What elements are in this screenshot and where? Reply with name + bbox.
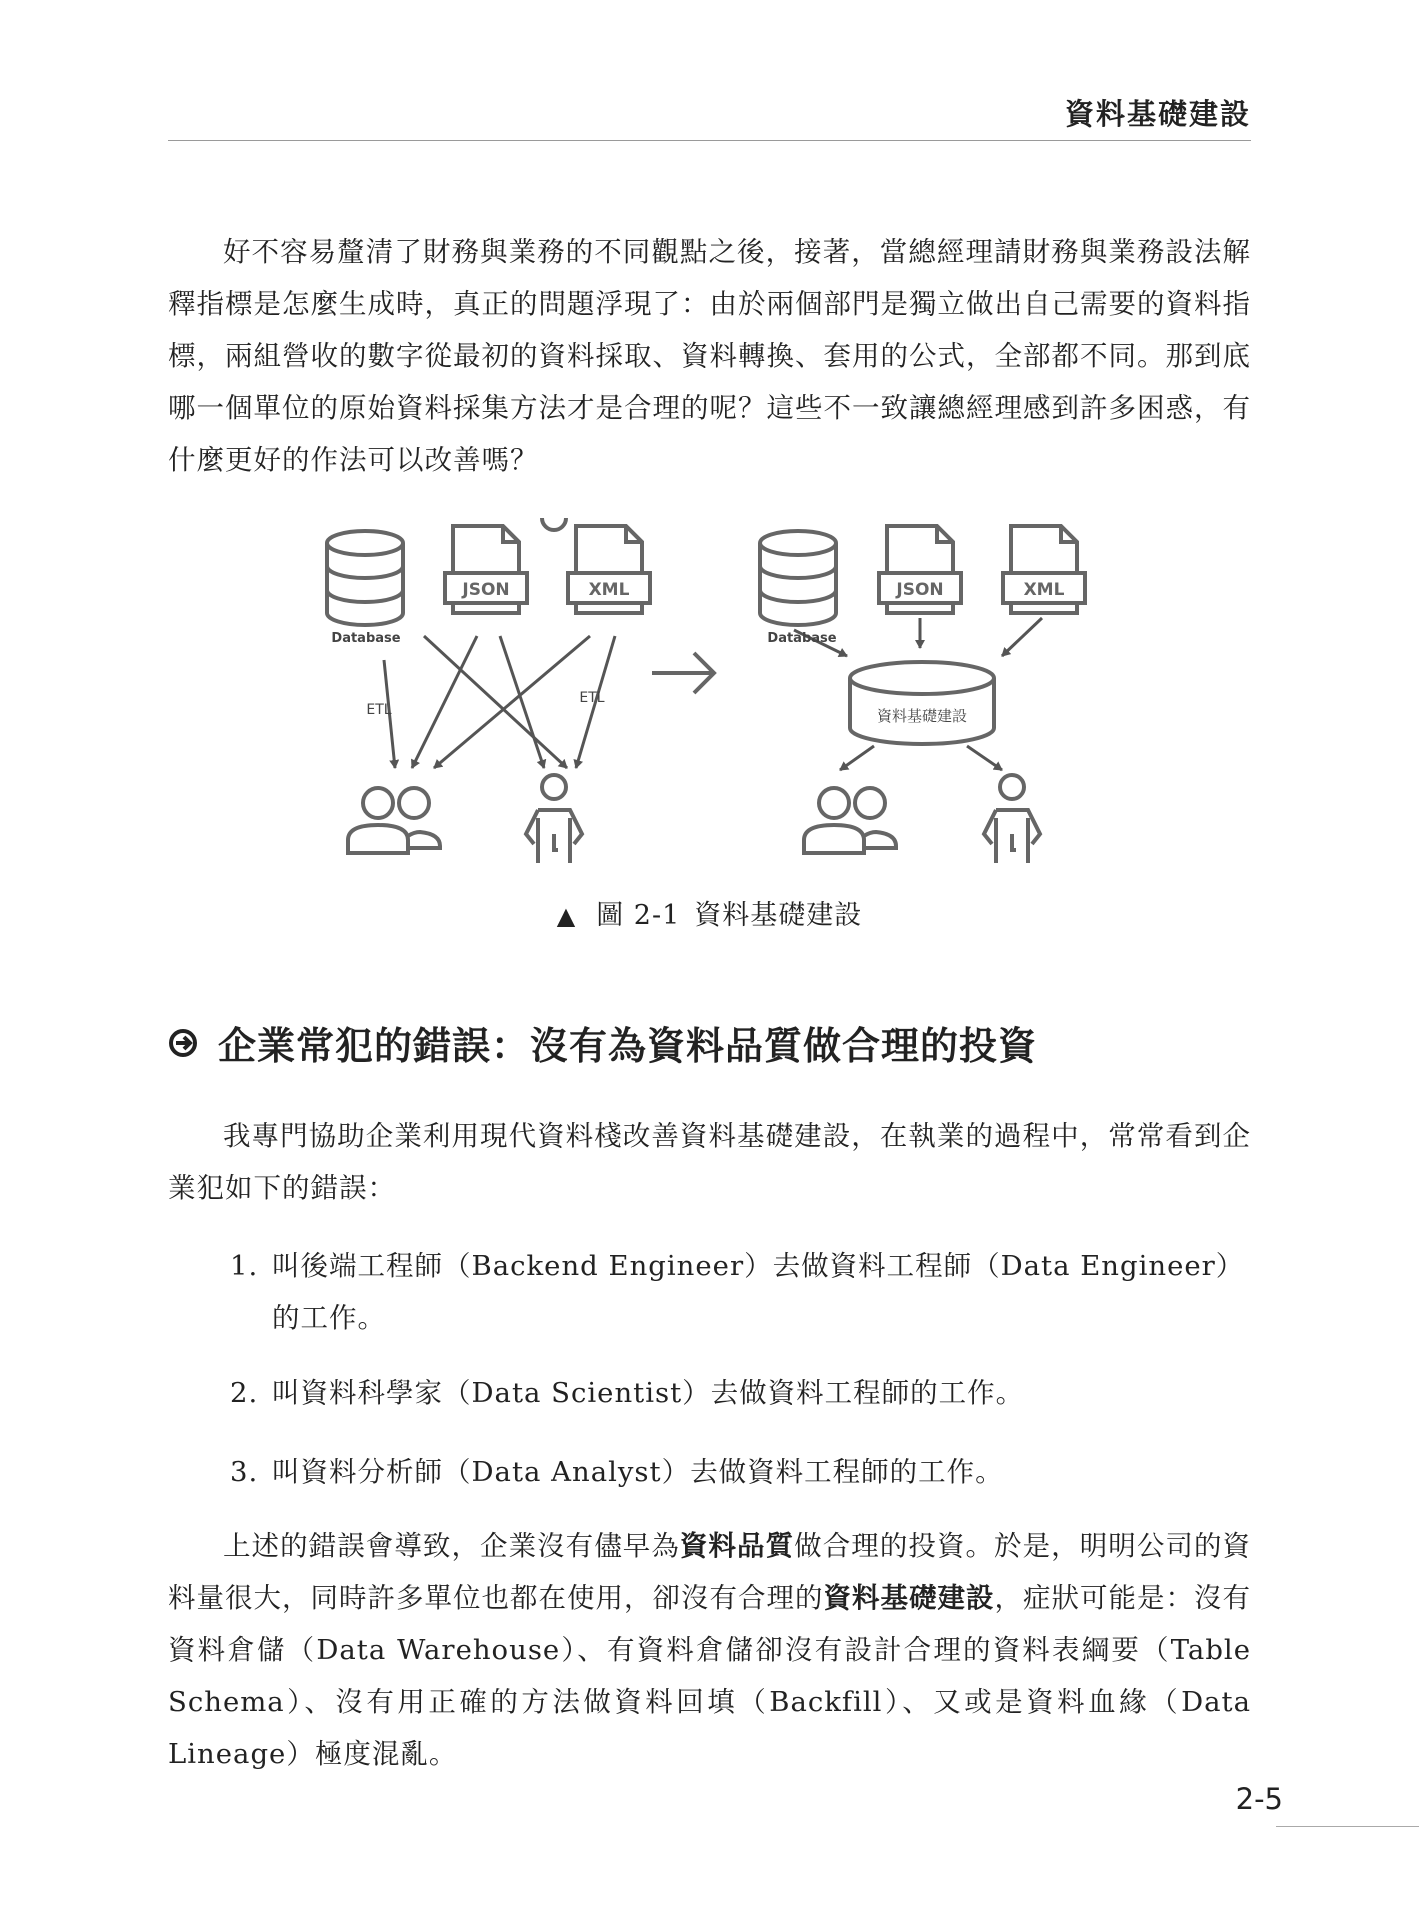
database-label-right: Database (767, 631, 837, 646)
etl-label-left: ETL (366, 702, 392, 718)
xml-label-left: XML (588, 580, 630, 600)
figure-caption (0, 893, 1419, 932)
transition-arrow-icon (652, 653, 714, 693)
bold-term-data-infrastructure: 資料基礎建設 (823, 1582, 995, 1614)
list-text: 叫資料分析師（Data Analyst）去做資料工程師的工作。 (272, 1456, 1004, 1488)
database-icon-right (760, 531, 836, 625)
mistake-list-item-1 (168, 1240, 1251, 1344)
header-rule (168, 140, 1251, 141)
list-text: 叫後端工程師（Backend Engineer）去做資料工程師（Data Engineer）的工作。 (272, 1250, 1245, 1334)
mistake-list-item-2 (168, 1367, 1251, 1419)
consequence-text-3: ，症狀可能是：沒有資料倉儲（Data Warehouse）、有資料倉儲卻沒有設計合理的資料表綱要（Table Schema）、沒有用正確的方法做資料回填（Backfill）、又或是資料血緣（Data Lineage）極度混亂。 (168, 1582, 1251, 1770)
list-number: 2. (230, 1377, 259, 1409)
list-number: 3. (230, 1456, 259, 1488)
circle-arrow-icon (168, 1028, 198, 1058)
section-heading-text: 企業常犯的錯誤：沒有為資料品質做合理的投資 (218, 1024, 1038, 1068)
intro-paragraph: 好不容易釐清了財務與業務的不同觀點之後，接著，當總經理請財務與業務設法解釋指標是怎麼生成時，真正的問題浮現了：由於兩個部門是獨立做出自己需要的資料指標，兩組營收的數字從最初的資料採取、資料轉換、套用的公式，全部都不同。那到底哪一個單位的原始資料採集方法才是合理的呢？這些不一致讓總經理感到許多困惑，有什麼更好的作法可以改善嗎？ (168, 236, 1251, 476)
list-number: 1. (230, 1250, 259, 1282)
person-head-left (542, 775, 566, 799)
hub-label: 資料基礎建設 (876, 707, 968, 725)
footer-rule (1276, 1826, 1419, 1827)
caption-number: 圖 2-1 (596, 900, 681, 931)
database-label-left: Database (331, 631, 401, 646)
section-heading (168, 1015, 1037, 1070)
caption-text: 資料基礎建設 (694, 900, 863, 931)
running-header: 資料基礎建設 (1064, 97, 1251, 131)
data-infrastructure-hub-icon (850, 662, 994, 744)
etl-label-right: ETL (579, 690, 605, 706)
json-label-right: JSON (896, 580, 944, 600)
consequence-text-2: 做合理的投資。於是，明明公司的資料量很大，同時許多單位也都在使用，卻沒有合理的 (168, 1530, 1252, 1614)
consequence-text-1: 上述的錯誤會導致，企業沒有儘早為 (223, 1530, 680, 1562)
team-people-icon-left (348, 788, 440, 853)
team-people-icon-right (804, 788, 896, 853)
person-icon-right (984, 775, 1040, 863)
mistakes-intro-paragraph: 我專門協助企業利用現代資料棧改善資料基礎建設，在執業的過程中，常常看到企業犯如下的錯誤： (168, 1120, 1251, 1204)
page-number: 2-5 (1235, 1782, 1283, 1816)
bold-term-data-quality: 資料品質 (679, 1530, 795, 1562)
person-icon-left (526, 518, 582, 863)
json-label-left: JSON (462, 580, 510, 600)
caption-triangle-icon: ▲ (556, 902, 577, 930)
consequence-paragraph (168, 1520, 1251, 1780)
database-icon-left (327, 531, 403, 625)
list-text: 叫資料科學家（Data Scientist）去做資料工程師的工作。 (272, 1377, 1025, 1409)
figure-data-infrastructure (322, 518, 1102, 880)
mistake-list-item-3 (168, 1446, 1251, 1498)
xml-label-right: XML (1023, 580, 1065, 600)
